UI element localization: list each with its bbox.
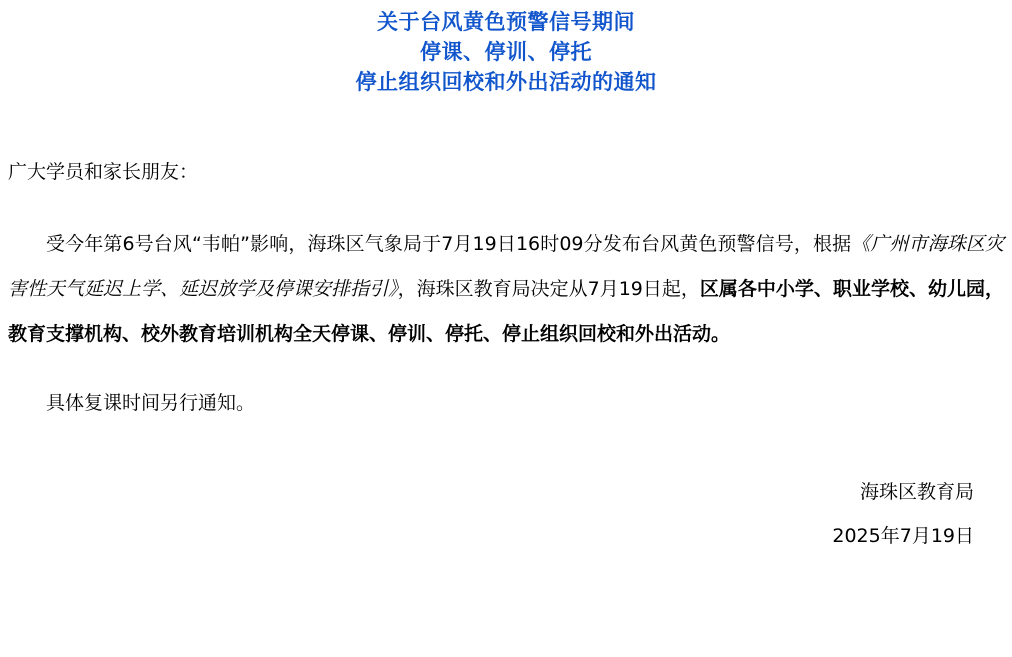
paragraph-1 — [8, 222, 1004, 357]
paragraph-1-part2: ，海珠区教育局决定从7月19日起， — [397, 278, 700, 300]
title-line-1: 关于台风黄色预警信号期间 — [377, 11, 635, 34]
title-line-3: 停止组织回校和外出活动的通知 — [355, 71, 657, 94]
signature-block — [8, 470, 1004, 558]
salutation: 广大学员和家长朋友： — [8, 161, 199, 183]
document-title — [0, 0, 1012, 98]
policy-document-title: 《广州市海珠区灾害性天气延迟上学、延迟放学及停课安排指引》 — [8, 233, 1004, 300]
paragraph-1-emphasis: 区属各中小学、职业学校、幼儿园，教育支撑机构、校外教育培训机构全天停课、停训、停托、停止组织回校和外出活动。 — [8, 278, 1004, 345]
paragraph-2: 具体复课时间另行通知。 — [46, 392, 256, 414]
signature-date: 2025年7月19日 — [832, 525, 974, 547]
title-line-2: 停课、停训、停托 — [420, 41, 592, 64]
document-body — [0, 150, 1012, 558]
paragraph-1-part1: 受今年第6号台风“韦帕”影响，海珠区气象局于7月19日16时09分发布台风黄色预警信号，根据 — [46, 233, 852, 255]
signature-issuer: 海珠区教育局 — [859, 481, 974, 503]
